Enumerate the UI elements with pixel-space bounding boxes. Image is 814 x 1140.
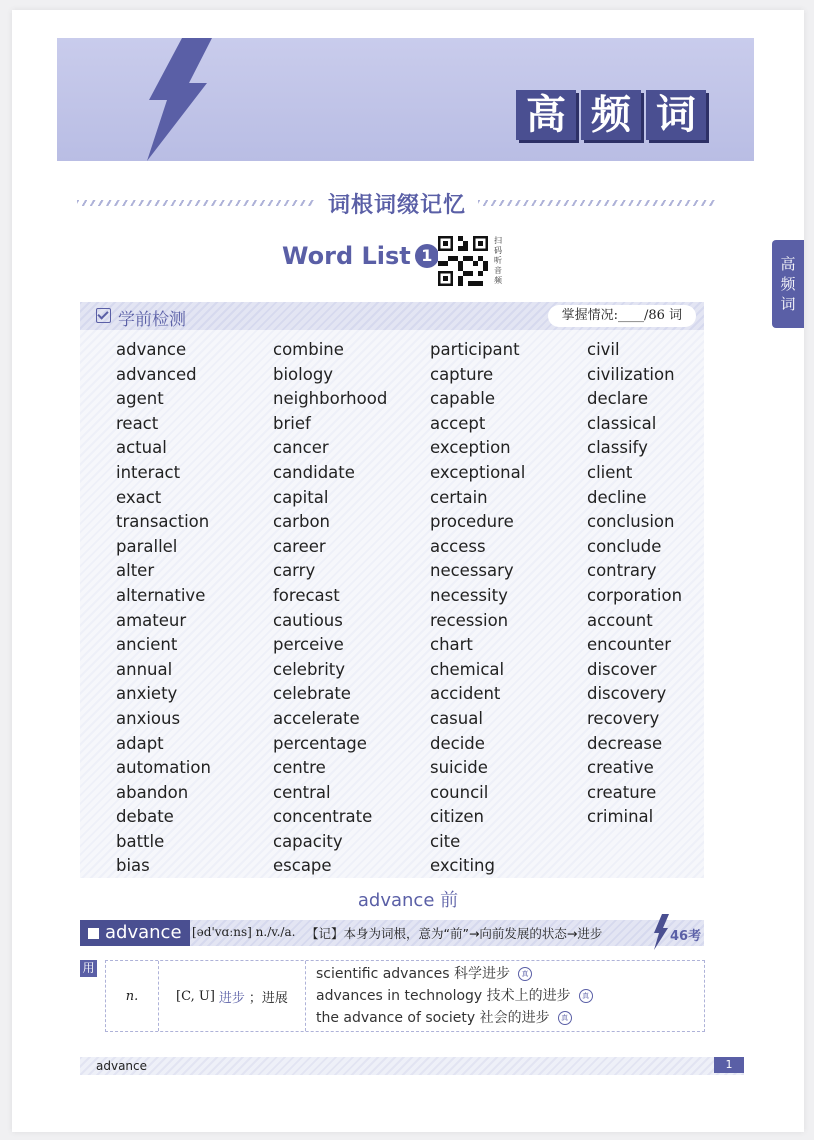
word-item: declare xyxy=(587,389,648,409)
word-item: transaction xyxy=(116,512,210,532)
word-item: decide xyxy=(430,733,485,753)
word-item: exciting xyxy=(430,856,495,876)
word-item: civilization xyxy=(587,364,675,384)
word-item: advanced xyxy=(116,364,197,384)
banner xyxy=(57,38,754,161)
word-item: account xyxy=(587,610,653,630)
word-item: react xyxy=(116,413,159,433)
word-item: carbon xyxy=(273,512,330,532)
word-item: encounter xyxy=(587,635,672,655)
word-item: advance xyxy=(116,340,187,359)
word-item: alternative xyxy=(116,585,206,605)
word-item: civil xyxy=(587,340,620,359)
banner-title xyxy=(516,90,706,140)
meaning-rest: ；进展 xyxy=(248,990,288,1006)
word-item: certain xyxy=(430,487,488,507)
word-item: citizen xyxy=(430,807,484,827)
word-item: forecast xyxy=(273,585,340,605)
word-item: celebrate xyxy=(273,684,351,704)
exam-mark: 真 xyxy=(558,1011,572,1025)
word-item: bias xyxy=(116,856,150,876)
word-item: chart xyxy=(430,635,473,655)
banner-char: 频 xyxy=(581,90,641,140)
word-item: career xyxy=(273,536,326,556)
word-item: necessity xyxy=(430,585,508,605)
exam-mark: 真 xyxy=(579,989,593,1003)
word-item: battle xyxy=(116,831,165,851)
mastery-status: 掌握情况:____/86 词 xyxy=(548,305,696,327)
word-item: corporation xyxy=(587,585,683,605)
word-item: ancient xyxy=(116,635,178,655)
word-item: central xyxy=(273,782,331,802)
word-item: exact xyxy=(116,487,162,507)
word-item: anxious xyxy=(116,708,181,728)
word-item: concentrate xyxy=(273,807,373,827)
word-item: creature xyxy=(587,782,657,802)
word-item: anxiety xyxy=(116,684,178,704)
example-line xyxy=(316,1007,696,1029)
word-item: conclusion xyxy=(587,512,675,532)
word-item: council xyxy=(430,782,489,802)
page-number: 1 xyxy=(714,1057,744,1073)
word-item: classify xyxy=(587,438,648,458)
word-item: exception xyxy=(430,438,511,458)
grammar-note: [C, U] xyxy=(176,988,215,1004)
word-item: agent xyxy=(116,389,164,409)
word-item: neighborhood xyxy=(273,389,388,409)
word-item: accelerate xyxy=(273,708,360,728)
meaning-main: 进步 xyxy=(218,990,245,1006)
word-item: percentage xyxy=(273,733,367,753)
meaning-cell xyxy=(159,961,306,1031)
word-item: decline xyxy=(587,487,647,507)
word-item: actual xyxy=(116,438,167,458)
word-item: participant xyxy=(430,340,520,359)
word-item: capable xyxy=(430,389,495,409)
section-heading-text: 词根词缀记忆 xyxy=(328,192,467,218)
part-of-speech: n. xyxy=(106,961,159,1031)
word-item: discover xyxy=(587,659,657,679)
word-item: accident xyxy=(430,684,501,704)
entry-memory-note: 【记】本身为词根，意为“前”→向前发展的状态→进步 xyxy=(306,926,603,941)
word-item: procedure xyxy=(430,512,514,532)
example-text: the advance of society 社会的进步 xyxy=(316,1010,550,1026)
word-column xyxy=(587,338,737,830)
example-line xyxy=(316,963,696,985)
divider xyxy=(478,200,717,206)
word-column xyxy=(116,338,266,879)
pretest-label: 学前检测 xyxy=(118,310,186,330)
word-item: cancer xyxy=(273,438,329,458)
word-item: discovery xyxy=(587,684,667,704)
word-item: celebrity xyxy=(273,659,346,679)
word-item: capture xyxy=(430,364,494,384)
example-line xyxy=(316,985,696,1007)
word-item: amateur xyxy=(116,610,187,630)
usage-tag: 用 xyxy=(80,960,97,977)
word-item: annual xyxy=(116,659,173,679)
qr-code-icon[interactable] xyxy=(438,236,488,286)
word-item: interact xyxy=(116,462,181,482)
side-tab-char: 词 xyxy=(780,295,796,313)
banner-char: 词 xyxy=(646,90,706,140)
footer xyxy=(80,1057,744,1075)
exam-frequency: 46考 xyxy=(670,929,702,944)
side-tab-char: 高 xyxy=(780,255,796,273)
footer-running-head: advance xyxy=(96,1059,148,1073)
word-item: biology xyxy=(273,364,334,384)
word-item: cautious xyxy=(273,610,343,630)
word-item: exceptional xyxy=(430,462,526,482)
word-item: parallel xyxy=(116,536,178,556)
word-item: combine xyxy=(273,340,344,359)
side-tab[interactable] xyxy=(772,240,804,328)
page xyxy=(12,10,804,1132)
word-item: access xyxy=(430,536,486,556)
word-item: contrary xyxy=(587,561,657,581)
word-column xyxy=(430,338,580,879)
section-heading xyxy=(77,188,717,218)
word-item: debate xyxy=(116,807,174,827)
entry-phonetic: [əd'vɑːns] n./v./a. xyxy=(192,925,296,939)
word-item: candidate xyxy=(273,462,355,482)
pretest-box xyxy=(80,302,704,878)
entry-word xyxy=(80,920,190,946)
word-item: casual xyxy=(430,708,483,728)
divider xyxy=(77,200,316,206)
banner-char: 高 xyxy=(516,90,576,140)
word-item: client xyxy=(587,462,633,482)
word-item: adapt xyxy=(116,733,164,753)
example-text: advances in technology 技术上的进步 xyxy=(316,988,571,1004)
lightning-icon xyxy=(650,914,670,950)
word-item: capacity xyxy=(273,831,343,851)
word-item: necessary xyxy=(430,561,514,581)
word-list-label: Word List xyxy=(282,242,411,270)
word-item: recovery xyxy=(587,708,660,728)
word-item: escape xyxy=(273,856,332,876)
examples xyxy=(316,963,696,1029)
word-item: automation xyxy=(116,758,211,778)
word-item: centre xyxy=(273,758,326,778)
word-item: accept xyxy=(430,413,486,433)
word-item: recession xyxy=(430,610,509,630)
word-item: carry xyxy=(273,561,316,581)
word-item: suicide xyxy=(430,758,488,778)
word-item: classical xyxy=(587,413,657,433)
usage-table xyxy=(105,960,705,1032)
checkbox-icon xyxy=(96,308,111,323)
entry-group-heading: advance 前 xyxy=(357,890,459,911)
example-text: scientific advances 科学进步 xyxy=(316,966,510,982)
word-list-title xyxy=(282,242,439,270)
word-item: creative xyxy=(587,758,654,778)
word-item: abandon xyxy=(116,782,189,802)
word-item: capital xyxy=(273,487,329,507)
word-item: alter xyxy=(116,561,155,581)
word-item: perceive xyxy=(273,635,344,655)
word-item: decrease xyxy=(587,733,663,753)
entry-word-text: advance xyxy=(105,922,182,943)
word-item: chemical xyxy=(430,659,505,679)
pretest-header xyxy=(80,302,704,330)
lightning-icon xyxy=(127,38,217,161)
word-item: conclude xyxy=(587,536,662,556)
word-item: cite xyxy=(430,831,461,851)
word-column xyxy=(273,338,423,879)
square-icon xyxy=(88,928,99,939)
entry-bar xyxy=(80,920,704,946)
side-tab-char: 频 xyxy=(780,275,796,293)
word-item: criminal xyxy=(587,807,654,827)
qr-caption: 扫码听音频 xyxy=(494,236,502,285)
word-list-number: 1 xyxy=(415,244,439,268)
word-item: brief xyxy=(273,413,311,433)
exam-mark: 真 xyxy=(518,967,532,981)
